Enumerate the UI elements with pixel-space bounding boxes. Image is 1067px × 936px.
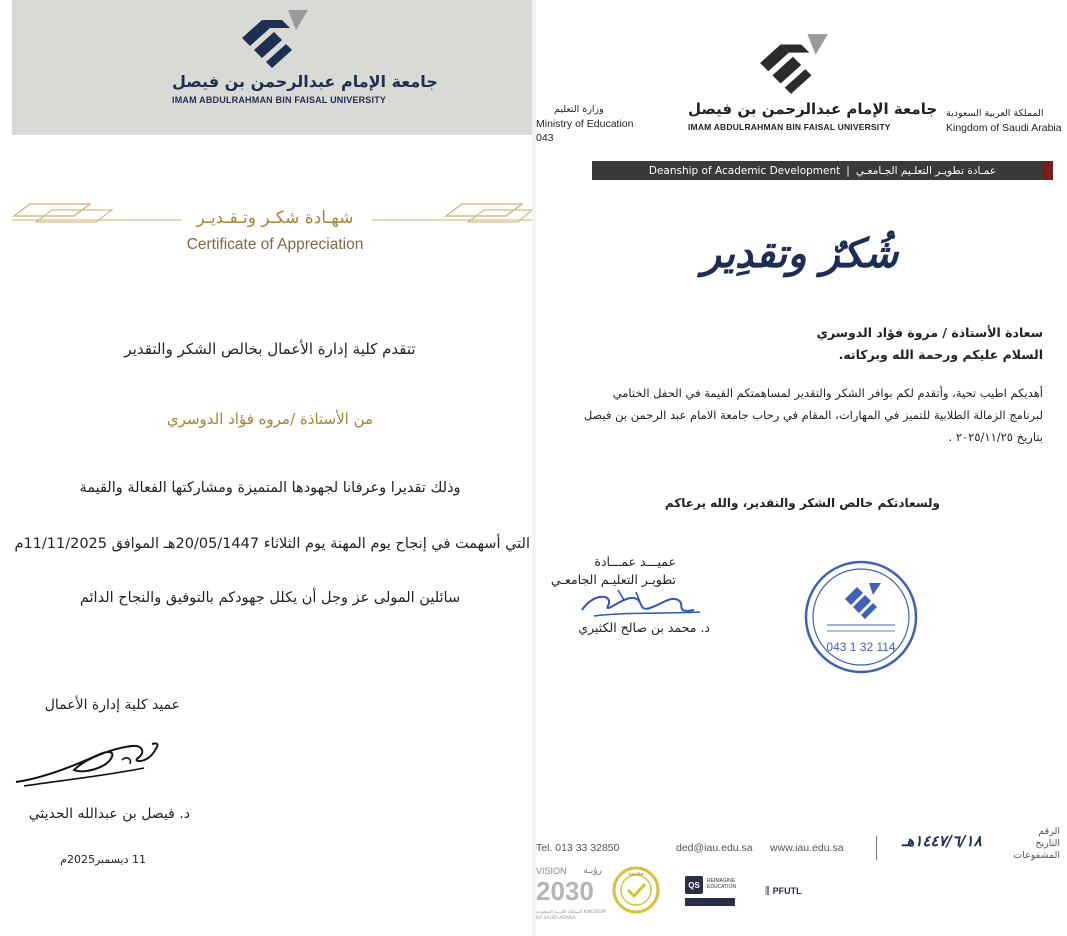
gold-ornament-right-icon [372, 200, 532, 230]
gold-ornament-left-icon [12, 200, 187, 230]
deanship-separator: | [846, 164, 850, 177]
ministry-code: 043 [536, 132, 554, 144]
qs-reimagine-badge [685, 876, 739, 910]
certificate-recipient: من الأستاذة /مروه فؤاد الدوسري [166, 410, 374, 428]
kingdom-name-ar: المملكة العربية السعودية [946, 108, 1044, 119]
university-name-ar: جامعة الإمام عبدالرحمن بن فيصل [172, 72, 438, 91]
vision-2030-badge [536, 866, 606, 930]
letter-closing: ولسعادتكم خالص الشكر والتقدير، والله يرعاكم [664, 496, 940, 510]
university-name-en-right: IMAM ABDULRAHMAN BIN FAISAL UNIVERSITY [688, 122, 891, 132]
calligraphy-title: شُكرٌ وتقدِير [701, 230, 899, 277]
dean-title-right [546, 553, 676, 589]
pfutl-badge [765, 883, 825, 899]
letter-right [536, 0, 1067, 936]
deanship-name-en: Deanship of Academic Development [648, 164, 841, 177]
footer-phone: Tel. 013 33 32850 [536, 842, 620, 854]
deanship-bar-accent [1043, 161, 1053, 180]
certificate-line-3: وذلك تقديرا وعرفانا لجهودها المتميزة ومشاركتها الفعالة والقيمة [79, 480, 461, 496]
qs-logo-icon: QS [685, 876, 703, 894]
certificate-line-4: التي أسهمت في إنجاح يوم المهنة يوم الثلاثاء 20/05/1447هـ الموافق 11/11/2025م [14, 536, 530, 552]
dean-title-right-line-2: تطويـر التعليـم الجامعـي [550, 572, 676, 587]
footer-website: www.iau.edu.sa [770, 842, 844, 854]
letter-body-line-2: لبرنامج الزمالة الطلابية للتميز في المهارات، المقام في رحاب جامعة الامام عبد الرحمن بن فيصل [583, 408, 1043, 422]
dean-name-right: د. محمد بن صالح الكثيري [578, 620, 710, 635]
ministry-name-en: Ministry of Education [536, 118, 634, 130]
certificate-line-1: تتقدم كلية إدارة الأعمال بخالص الشكر والتقدير [124, 340, 416, 358]
vision-badge-ar: رؤيـة [583, 866, 602, 876]
vision-badge-sub: المملكة العربية السعودية KINGDOM OF SAUDI ARABIA [536, 910, 606, 921]
university-logo-icon [240, 10, 310, 68]
certificate-line-5: سائلين المولى عز وجل أن يكلل جهودكم بالتوفيق والنجاح الدائم [79, 590, 461, 606]
letter-salutation: سعادة الأستاذة / مروة فؤاد الدوسري [816, 325, 1043, 340]
pfutl-label: PFUTL [772, 886, 802, 896]
footer-divider [876, 836, 877, 860]
certificate-title-ar: شهـادة شكـر وتـقـديـر [196, 208, 354, 228]
footer-email: ded@iau.edu.sa [676, 842, 753, 854]
reference-label: الرقم [1038, 826, 1060, 837]
deanship-bar [592, 161, 1053, 180]
stamp-number: 043 1 32 114 [826, 640, 896, 654]
reimagine-bar [685, 898, 735, 906]
dean-name-left: د. فيصل بن عبدالله الحديثي [28, 806, 190, 822]
dean-title-right-line-1: عميـــد عمـــادة [594, 554, 676, 569]
ministry-name-ar: وزارة التعليم [554, 104, 604, 115]
deanship-name-ar: عمـادة تطويـر التعلـيم الجـامعـي [855, 164, 997, 177]
accredited-badge-label: معتمد [628, 869, 644, 877]
pfutl-logo-icon: ⫼ [765, 885, 770, 897]
letter-body-line-1: أهديكم اطيب تحية، وأتقدم لكم بوافر الشكر والتقدير لمساهمتكم القيمة في الحفل الختامي [612, 386, 1043, 400]
reference-block [1010, 826, 1060, 862]
vision-badge-year: 2030 [536, 876, 594, 906]
letter-body-line-3: بتاريخ ٢٠٢٥/١١/٢٥ . [948, 430, 1043, 444]
certificate-title-en: Certificate of Appreciation [186, 236, 364, 253]
signature-left-icon [14, 730, 164, 790]
university-name-ar-right: جامعة الإمام عبدالرحمن بن فيصل [688, 100, 938, 118]
kingdom-name-en: Kingdom of Saudi Arabia [946, 122, 1062, 134]
vision-badge-word: VISION [536, 866, 567, 876]
letter-date-handwritten: ١٤٤٧/٦/١٨هـ [902, 832, 982, 850]
attachments-label: المشفوعات [1013, 850, 1060, 861]
reimagine-label: REIMAGINE EDUCATION [707, 878, 737, 890]
dean-title-left: عميد كلية إدارة الأعمال [44, 697, 180, 713]
date-label: التاريخ [1035, 838, 1060, 849]
university-logo-right-icon [758, 34, 830, 94]
certificate-left [0, 0, 532, 936]
university-name-en: IMAM ABDULRAHMAN BIN FAISAL UNIVERSITY [172, 95, 387, 105]
letter-greeting: السلام عليكم ورحمة الله وبركاته. [838, 347, 1043, 362]
certificate-date: 11 ديسمبر2025م [60, 853, 146, 866]
official-stamp-icon [803, 559, 919, 675]
